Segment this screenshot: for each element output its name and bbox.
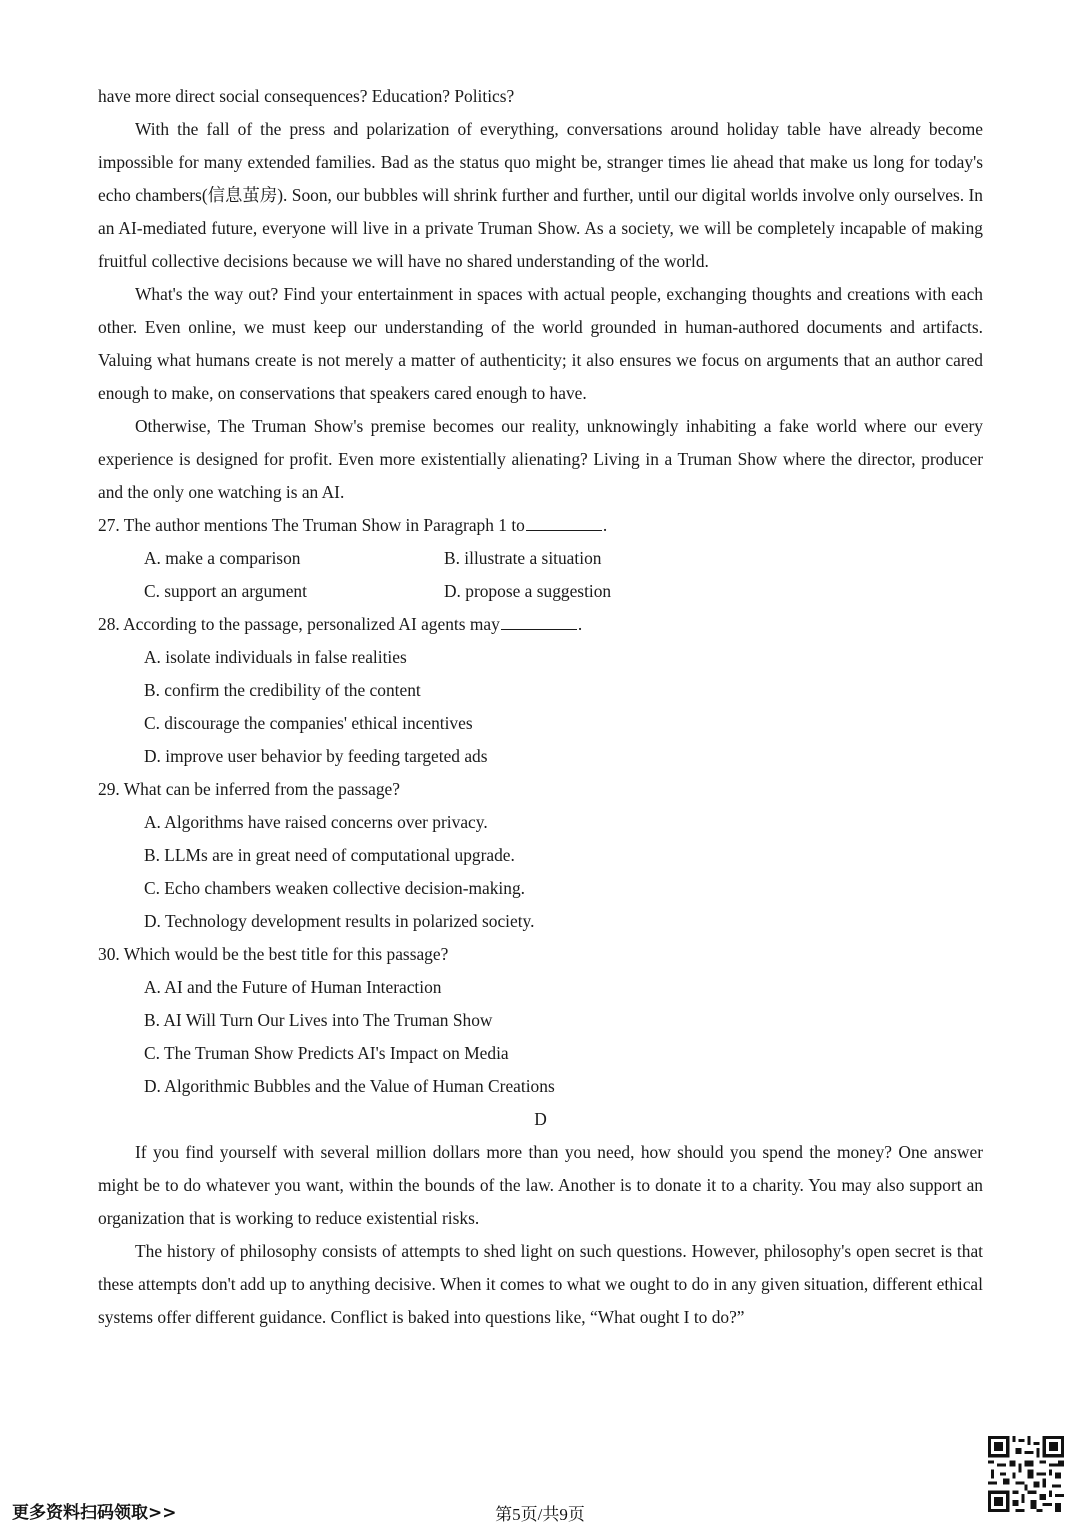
option-a: A. make a comparison: [144, 548, 301, 568]
promo-link[interactable]: 更多资料扫码领取>>: [12, 1503, 177, 1523]
option-b: B. confirm the credibility of the content: [144, 680, 421, 700]
question-stem: 28. According to the passage, personalized AI agents may: [98, 614, 500, 634]
question-stem: 27. The author mentions The Truman Show in Paragraph 1 to: [98, 515, 525, 535]
question-28: [98, 608, 983, 641]
options-row: [98, 542, 983, 575]
question-end: .: [602, 515, 608, 535]
option-c: C. Echo chambers weaken collective decision-making.: [144, 878, 526, 898]
passage-c-paragraph: What's the way out? Find your entertainment in spaces with actual people, exchanging thoughts and creations with each other. Even online, we must keep our understanding of the world grounded in human-authored documents and artifacts. Valuing what humans create is not merely a matter of authenticity; it also ensures we focus on arguments that an author cared enough to make, on conservations that speakers cared enough to have.: [98, 284, 983, 403]
page-number: 第5页/共9页: [495, 1505, 585, 1524]
option-a: A. Algorithms have raised concerns over privacy.: [144, 812, 488, 832]
option-a: A. isolate individuals in false realities: [144, 647, 407, 667]
section-title-d: D: [534, 1109, 547, 1129]
option-d: D. propose a suggestion: [444, 581, 612, 601]
qr-code-icon[interactable]: [988, 1436, 1064, 1512]
option-b: B. AI Will Turn Our Lives into The Truman Show: [144, 1010, 493, 1030]
passage-d-paragraph: If you find yourself with several million dollars more than you need, how should you spend the money? One answer might be to do whatever you want, within the bounds of the law. Another is to donate it to a charity. You may also support an organization that is working to reduce existential risks.: [98, 1142, 983, 1228]
passage-c-paragraph: Otherwise, The Truman Show's premise becomes our reality, unknowingly inhabiting a fake world where our every experience is designed for profit. Even more existentially alienating? Living in a Truman Show where the director, producer and the only one watching is an AI.: [98, 416, 983, 502]
question-27: [98, 509, 983, 542]
option-d: D. Algorithmic Bubbles and the Value of Human Creations: [144, 1076, 555, 1096]
options-row: [98, 575, 983, 608]
question-29: 29. What can be inferred from the passage?: [98, 779, 400, 799]
question-30: 30. Which would be the best title for this passage?: [98, 944, 449, 964]
option-c: C. discourage the companies' ethical incentives: [144, 713, 473, 733]
answer-blank: [501, 628, 577, 630]
exam-page: [98, 80, 983, 1334]
option-d: D. Technology development results in polarized society.: [144, 911, 535, 931]
passage-c-paragraph: With the fall of the press and polarization of everything, conversations around holiday table have already become impossible for many extended families. Bad as the status quo might be, stranger times lie ahead that make us long for today's echo chambers(信息茧房). Soon, our bubbles will shrink further and further, until our digital worlds involve only ourselves. In an AI-mediated future, everyone will live in a private Truman Show. As a society, we will be completely incapable of making fruitful collective decisions because we will have no shared understanding of the world.: [98, 119, 983, 271]
option-d: D. improve user behavior by feeding targeted ads: [144, 746, 488, 766]
option-b: B. illustrate a situation: [444, 548, 602, 568]
option-c: C. The Truman Show Predicts AI's Impact on Media: [144, 1043, 509, 1063]
option-b: B. LLMs are in great need of computational upgrade.: [144, 845, 515, 865]
answer-blank: [526, 529, 602, 531]
passage-d-paragraph: The history of philosophy consists of attempts to shed light on such questions. However, philosophy's open secret is that these attempts don't add up to anything decisive. When it comes to what we ought to do in any given situation, different ethical systems offer different guidance. Conflict is baked into questions like, “What ought I to do?”: [98, 1241, 983, 1327]
option-a: A. AI and the Future of Human Interaction: [144, 977, 442, 997]
option-c: C. support an argument: [144, 581, 307, 601]
passage-c-continuation: have more direct social consequences? Education? Politics?: [98, 86, 515, 106]
question-end: .: [577, 614, 583, 634]
